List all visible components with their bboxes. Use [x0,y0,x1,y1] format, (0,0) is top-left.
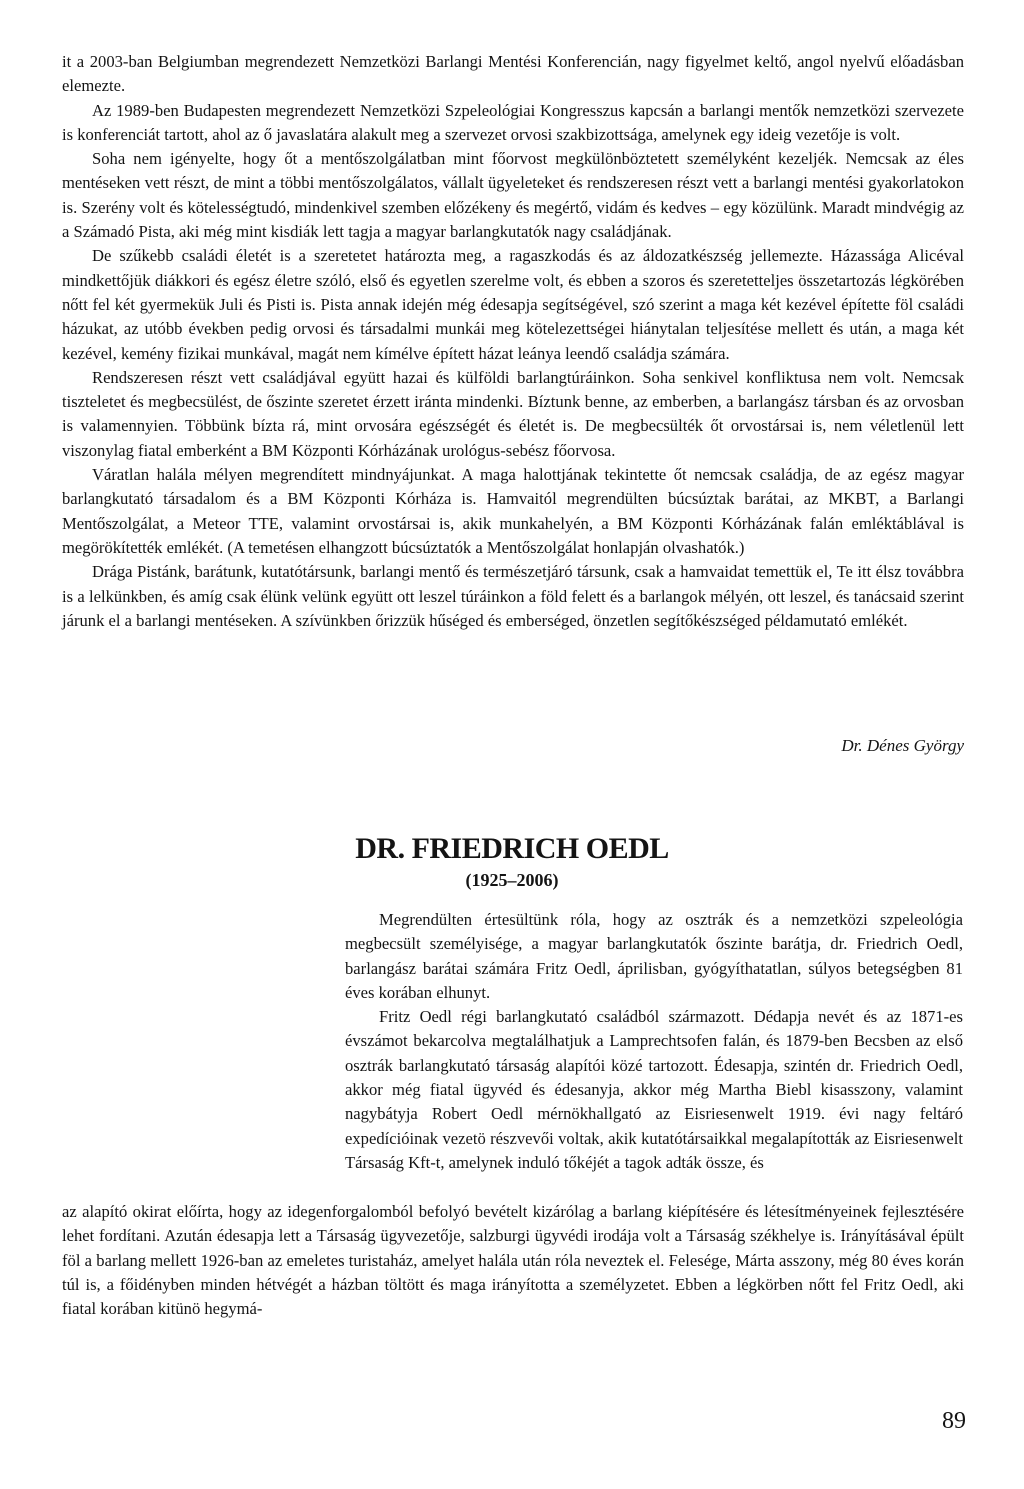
obituary-title: DR. FRIEDRICH OEDL [355,832,669,865]
paragraph: De szűkebb családi életét is a szeretetet határozta meg, a ragaszkodás és az áldozatkészség jellemezte. Házassága Alicéval mindkettőjük diákkori és egész életre szóló, első és egyetlen szerelme volt, és ebben a szoros és szeretetteljes összetartozás légkörében nőtt fel két gyermekük Juli és Pisti is. Pista annak idején még édesapja segítségével, szó szerint a maga két kezével építette föl családi házukat, az utóbb években pedig orvosi és társadalmi munkái meg kötelezettségei hiánytalan teljesítése mellett és után, a maga két kezével, kemény fizikai munkával, magát nem kímélve épített házat leánya leendő családja számára. [62,246,964,363]
obituary-narrow-text [345,908,963,1175]
paragraph: Drága Pistánk, barátunk, kutatótársunk, barlangi mentő és természetjáró társunk, csak a hamvaidat temettük el, Te itt élsz továbbra is a lelkünkben, és amíg csak élünk velünk együtt ott leszel túráinkon a föld felett és a barlangok mélyén, ott leszel, és tanácsaid szerint járunk el a barlangi mentéseken. A szívünkben őrizzük hűséged és emberséged, önzetlen segítőkészséged példamutató emlékét. [62,562,964,630]
paragraph: Soha nem igényelte, hogy őt a mentőszolgálatban mint főorvost megkülönböztetett személyként kezeljék. Nemcsak az éles mentéseken vett részt, de mint a többi mentőszolgálatos, vállalt ügyeleteket és rendszeresen részt vett a barlangi mentési gyakorlatokon is. Szerény volt és kötelességtudó, mindenkivel szemben előzékeny és megértő, vidám és kedves – egy közülünk. Maradt mindvégig az a Számadó Pista, aki még mint kisdiák lett tagja a magyar barlangkutatók nagy családjának. [62,149,964,242]
author-signature: Dr. Dénes György [841,736,964,755]
page-number: 89 [942,1408,966,1434]
paragraph: it a 2003-ban Belgiumban megrendezett Nemzetközi Barlangi Mentési Konferencián, nagy figyelmet keltő, angol nyelvű előadásban elemezte. [62,52,964,96]
obituary-years: (1925–2006) [465,870,559,890]
obituary-top-text [62,50,964,633]
paragraph: Váratlan halála mélyen megrendített mindnyájunkat. A maga halottjának tekintette őt nemcsak családja, de az egész magyar barlangkutató társadalom és a BM Központi Kórháza is. Hamvaitól megrendülten búcsúztak barátai, az MKBT, a Barlangi Mentőszolgálat, a Meteor TTE, valamint orvostársai is, akik munkahelyén, a BM Központi Kórházának falán emléktáblával is megörökítették emlékét. (A temetésen elhangzott búcsúztatók a Mentőszolgálat honlapján olvashatók.) [62,465,964,557]
paragraph: az alapító okirat előírta, hogy az idegenforgalomból befolyó bevételt kizárólag a barlang kiépítésére és létesítményeinek fejlesztésére lehet fordítani. Azután édesapja lett a Társaság ügyvezetője, salzburgi ügyvédi irodája volt a Társaság székhelye is. Irányításával épült föl a barlang mellett 1926-ban az emeletes turistaház, amelyet halála után róla neveztek el. Felesége, Márta asszony, még 80 éves korán túl is, a főidényben minden hétvégét a házban töltött és maga irányította a személyzetet. Ebben a légkörben nőtt fel Fritz Oedl, aki fiatal korában kitünö hegymá- [62,1202,964,1319]
paragraph: Az 1989-ben Budapesten megrendezett Nemzetközi Szpeleológiai Kongresszus kapcsán a barlangi mentők nemzetközi szervezete is konferenciát tartott, ahol az ő javaslatára alakult meg a szervezet orvosi szakbizottsága, amelynek egy ideig vezetője is volt. [62,100,964,144]
obituary-wide-text [62,1200,964,1321]
paragraph: Fritz Oedl régi barlangkutató családból származott. Dédapja nevét és az 1871-es évszámot bekarcolva megtalálhatjuk a Lamprechtsofen falán, és 1879-ben Becsben az első osztrák barlangkutató társaság alapítói közé tartozott. Édesapja, szintén dr. Friedrich Oedl, akkor még fiatal ügyvéd és édesanyja, akkor még Martha Biebl kisasszony, valamint nagybátyja Robert Oedl mérnökhallgató az Eisriesenwelt 1919. évi nagy feltáró expedícióinak vezetö részvevői voltak, akik kutatótársaikkal megalapították az Eisriesenwelt Társaság Kft-t, amelynek induló tőkéjét a tagok adták össze, és [345,1007,963,1172]
paragraph: Megrendülten értesültünk róla, hogy az osztrák és a nemzetközi szpeleológia megbecsült személyisége, a magyar barlangkutatók őszinte barátja, dr. Friedrich Oedl, barlangász barátai számára Fritz Oedl, áprilisban, gyógyíthatatlan, súlyos betegségben 81 éves korában elhunyt. [345,910,963,1002]
paragraph: Rendszeresen részt vett családjával együtt hazai és külföldi barlangtúráinkon. Soha senkivel konfliktusa nem volt. Nemcsak tiszteletet és megbecsülést, de őszinte szeretet érzett iránta mindenki. Bíztunk benne, az emberben, a barlangász társban és az orvosban is valamennyien. Többünk bízta rá, mint orvosára egészségét és életét is. De megbecsülték őt orvostársai is, nem véletlenül lett viszonylag fiatal emberként a BM Központi Kórházának urológus-sebész főorvosa. [62,367,964,460]
